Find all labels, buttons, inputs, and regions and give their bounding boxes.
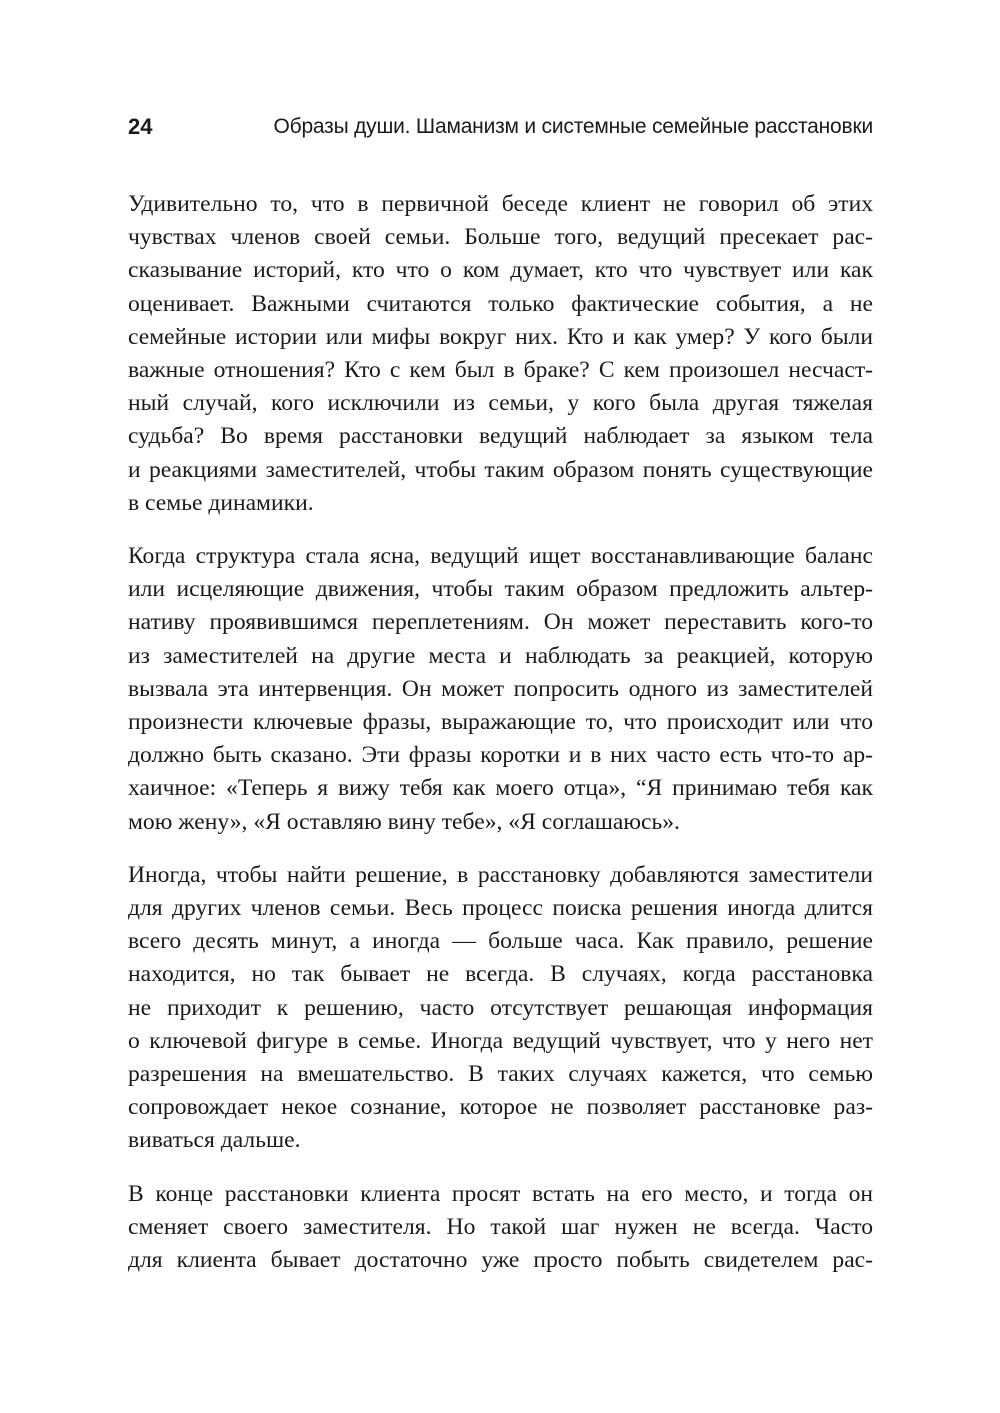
text-line: находится, но так бывает не всегда. В случаях, когда расстановка: [128, 961, 873, 988]
body-text: [128, 188, 873, 1297]
text-line: из заместителей на другие места и наблюдать за реакцией, которую: [128, 642, 873, 669]
text-line: оценивает. Важными считаются только фактические события, а не: [128, 290, 873, 317]
paragraph-2: [128, 540, 873, 839]
text-line: судьба? Во время расстановки ведущий наблюдает за языком тела: [128, 423, 873, 450]
text-line: для других членов семьи. Весь процесс поиска решения иногда длится: [128, 895, 873, 922]
text-line: произнести ключевые фразы, выражающие то, что происходит или что: [128, 709, 873, 736]
text-line: для клиента бывает достаточно уже просто побыть свидетелем рас-: [128, 1247, 873, 1274]
text-line: Удивительно то, что в первичной беседе клиент не говорил об этих: [128, 191, 873, 217]
text-line: Иногда, чтобы найти решение, в расстановку добавляются заместители: [128, 861, 873, 888]
text-line: и реакциями заместителей, чтобы таким образом понять существующие: [128, 456, 873, 483]
text-line: в семье динамики.: [128, 489, 314, 516]
text-line: хаичное: «Теперь я вижу тебя как моего отца», “Я принимаю тебя как: [128, 775, 873, 802]
text-line: семейные истории или мифы вокруг них. Кто и как умер? У кого были: [128, 323, 873, 350]
running-head-title: Образы души. Шаманизм и системные семейные расстановки: [273, 115, 873, 138]
paragraph-1: [128, 188, 873, 520]
text-line: разрешения на вмешательство. В таких случаях кажется, что семью: [128, 1061, 873, 1088]
text-line: В конце расстановки клиента просят встать на его место, и тогда он: [128, 1180, 873, 1207]
text-line: всего десять минут, а иногда — больше часа. Как правило, решение: [128, 928, 873, 955]
text-line: виваться дальше.: [128, 1127, 301, 1154]
text-line: сопровождает некое сознание, которое не позволяет расстановке раз-: [128, 1094, 873, 1121]
text-line: сменяет своего заместителя. Но такой шаг нужен не всегда. Часто: [128, 1213, 873, 1240]
text-line: важные отношения? Кто с кем был в браке? С кем произошел несчаст-: [128, 357, 873, 384]
text-line: должно быть сказано. Эти фразы коротки и в них часто есть что-то ар-: [128, 742, 873, 769]
text-line: чувствах членов своей семьи. Больше того, ведущий пресекает рас-: [128, 224, 873, 251]
text-line: о ключевой фигуре в семье. Иногда ведущий чувствует, что у него нет: [128, 1027, 873, 1054]
running-head: [128, 110, 873, 144]
text-line: Когда структура стала ясна, ведущий ищет восстанавливающие баланс: [128, 543, 873, 570]
paragraph-3: [128, 859, 873, 1158]
text-line: мою жену», «Я оставляю вину тебе», «Я соглашаюсь».: [128, 808, 680, 835]
text-line: ный случай, кого исключили из семьи, у кого была другая тяжелая: [128, 390, 873, 417]
text-line: не приходит к решению, часто отсутствует решающая информация: [128, 994, 873, 1021]
text-line: сказывание историй, кто что о ком думает, кто что чувствует или как: [128, 257, 873, 284]
text-line: нативу проявившимся переплетениям. Он может переставить кого-то: [128, 609, 873, 636]
text-line: вызвала эта интервенция. Он может попросить одного из заместителей: [128, 675, 873, 702]
page-number: 24: [128, 114, 153, 139]
text-line: или исцеляющие движения, чтобы таким образом предложить альтер-: [128, 576, 873, 603]
paragraph-4: [128, 1178, 873, 1278]
